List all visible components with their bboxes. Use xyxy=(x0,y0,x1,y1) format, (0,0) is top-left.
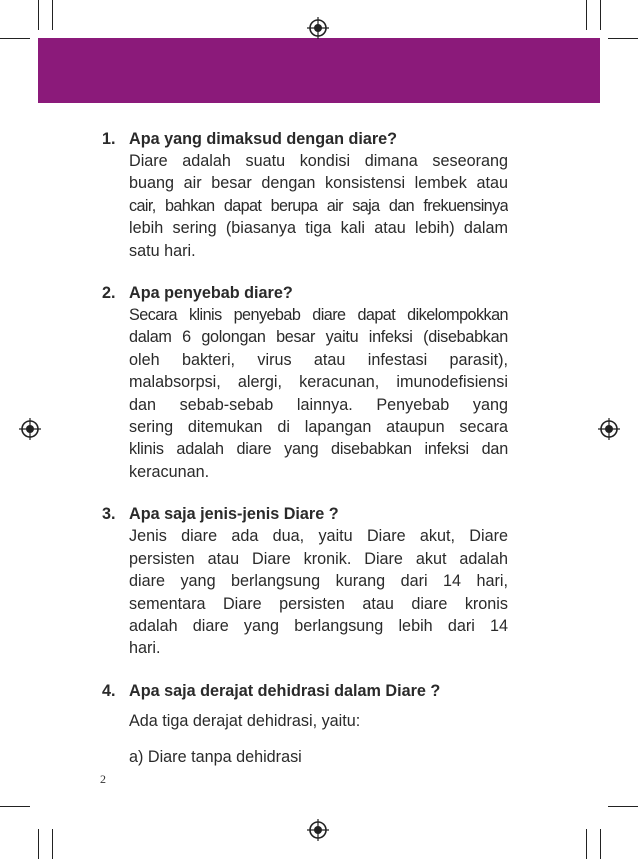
answer-line: cair, bahkan dapat berupa air saja dan frekuensinya xyxy=(129,196,508,215)
answer-text xyxy=(129,150,508,262)
answer-line: Secara klinis penyebab diare dapat dikelompokkan xyxy=(129,306,508,325)
question-text: Apa penyebab diare? xyxy=(129,284,293,303)
question-number: 3. xyxy=(102,505,116,524)
crop-mark xyxy=(38,829,39,859)
question-number: 2. xyxy=(102,284,116,303)
answer-line: persisten atau Diare kronik. Diare akut adalah xyxy=(129,549,508,568)
answer-line: sering ditemukan di lapangan ataupun secara xyxy=(129,418,508,437)
answer-line: satu hari. xyxy=(129,241,196,260)
faq-item xyxy=(102,128,508,262)
question-heading xyxy=(102,282,508,304)
question-text: Apa saja derajat dehidrasi dalam Diare ? xyxy=(129,681,441,700)
registration-mark-icon xyxy=(598,418,620,440)
faq-item xyxy=(102,680,508,768)
answer-line: oleh bakteri, virus atau infestasi parasit), xyxy=(129,350,508,369)
faq-list xyxy=(102,128,508,788)
answer-line: diare yang berlangsung kurang dari 14 hari, xyxy=(129,572,508,591)
answer-line: sementara Diare persisten atau diare kronis xyxy=(129,594,508,613)
faq-item xyxy=(102,282,508,483)
question-heading xyxy=(102,680,508,702)
answer-line: lebih sering (biasanya tiga kali atau lebih) dalam xyxy=(129,219,508,238)
crop-mark xyxy=(52,0,53,30)
answer-line: klinis adalah diare yang disebabkan infeksi dan xyxy=(129,440,508,459)
answer-line: adalah diare yang berlangsung lebih dari 14 xyxy=(129,616,508,635)
answer-text: Ada tiga derajat dehidrasi, yaitu: xyxy=(129,711,361,730)
registration-mark-icon xyxy=(307,17,329,39)
answer-line: malabsorpsi, alergi, keracunan, imunodefisiensi xyxy=(129,373,508,392)
crop-mark xyxy=(586,0,587,30)
question-text: Apa yang dimaksud dengan diare? xyxy=(129,130,398,148)
header-color-band xyxy=(38,38,600,103)
crop-mark xyxy=(608,806,638,807)
crop-mark xyxy=(600,829,601,859)
crop-mark xyxy=(0,38,30,39)
crop-mark xyxy=(608,38,638,39)
answer-line: Diare adalah suatu kondisi dimana seseorang xyxy=(129,152,508,170)
question-heading xyxy=(102,128,508,150)
crop-mark xyxy=(600,0,601,30)
question-text: Apa saja jenis-jenis Diare ? xyxy=(129,505,339,524)
crop-mark xyxy=(38,0,39,30)
answer-line: dan sebab-sebab lainnya. Penyebab yang xyxy=(129,395,508,414)
crop-mark xyxy=(0,806,30,807)
answer-line: buang air besar dengan konsistensi lembek atau xyxy=(129,174,508,193)
answer-line: keracunan. xyxy=(129,462,210,481)
answer-line: dalam 6 golongan besar yaitu infeksi (disebabkan xyxy=(129,328,508,347)
faq-item xyxy=(102,503,508,659)
page-number: 2 xyxy=(100,772,106,786)
crop-mark xyxy=(52,829,53,859)
answer-line: Jenis diare ada dua, yaitu Diare akut, Diare xyxy=(129,527,508,546)
question-number: 1. xyxy=(102,130,116,148)
question-heading xyxy=(102,503,508,525)
answer-text: a) Diare tanpa dehidrasi xyxy=(129,747,302,766)
crop-mark xyxy=(586,829,587,859)
registration-mark-icon xyxy=(307,819,329,841)
question-number: 4. xyxy=(102,681,116,700)
registration-mark-icon xyxy=(19,418,41,440)
answer-text xyxy=(129,304,508,483)
answer-text xyxy=(129,525,508,659)
answer-line: hari. xyxy=(129,639,161,658)
